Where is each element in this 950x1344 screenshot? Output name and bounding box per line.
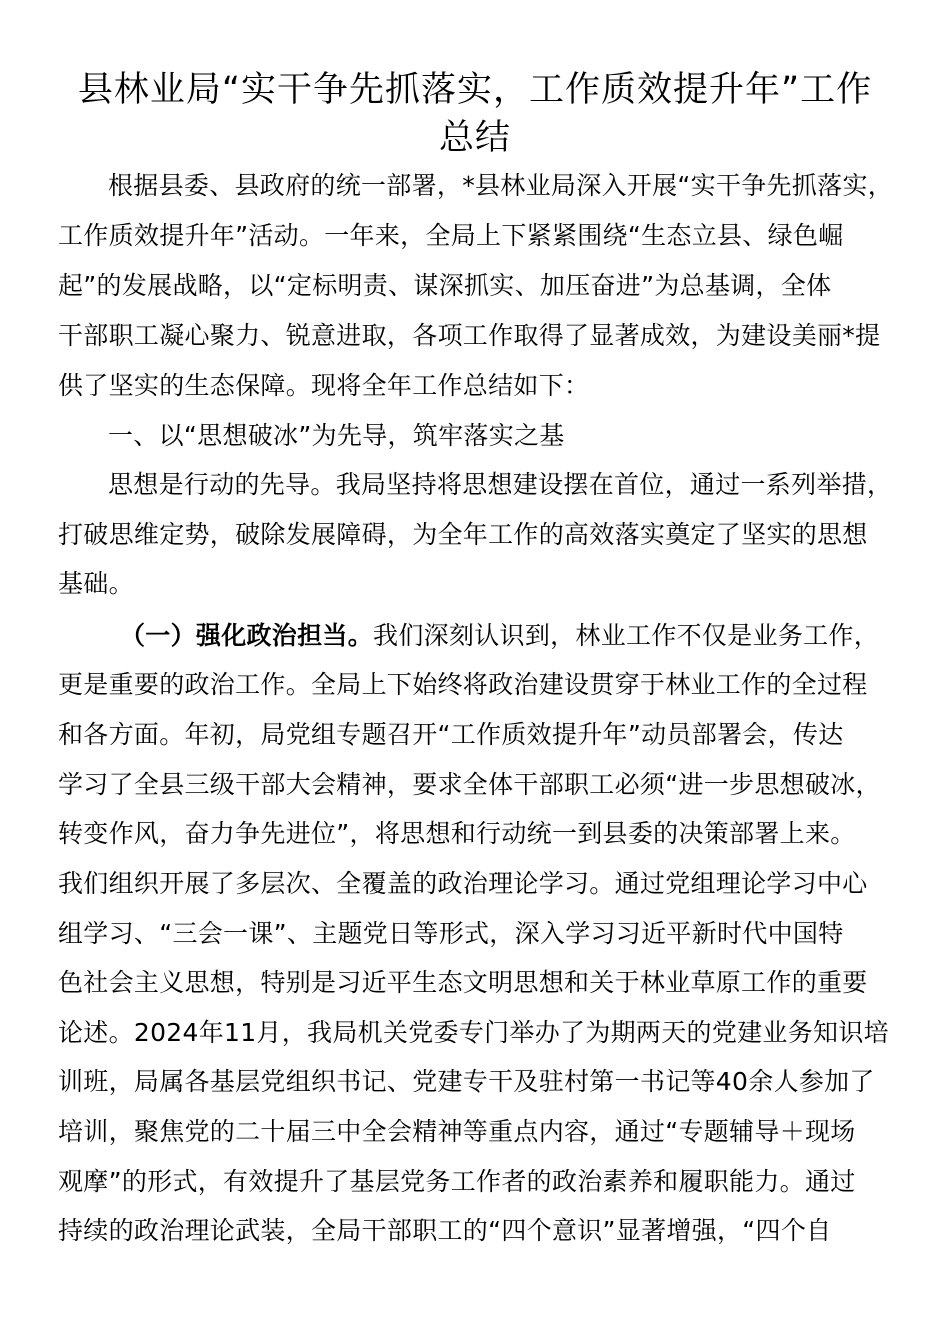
- paragraph-line: 观摩”的形式，有效提升了基层党务工作者的政治素养和履职能力。通过: [58, 1167, 856, 1196]
- paragraph-text: 我们深刻认识到，林业工作不仅是业务工作，: [373, 621, 880, 650]
- paragraph-line: 起”的发展战略，以“定标明责、谋深抓实、加压奋进”为总基调，全体: [58, 271, 832, 300]
- document-title-line-2: 总结: [438, 118, 511, 158]
- paragraph-line: 干部职工凝心聚力、锐意进取，各项工作取得了显著成效，为建设美丽*提: [58, 321, 881, 350]
- paragraph-line: 根据县委、县政府的统一部署，*县林业局深入开展“实干争先抓落实，: [108, 171, 894, 200]
- paragraph-line: 学习了全县三级干部大会精神，要求全体干部职工必须“进一步思想破冰，: [58, 770, 881, 799]
- paragraph-line: 色社会主义思想，特别是习近平生态文明思想和关于林业草原工作的重要: [58, 968, 868, 997]
- paragraph-line: 思想是行动的先导。我局坚持将思想建设摆在首位，通过一系列举措，: [108, 470, 893, 499]
- paragraph-line: 训班，局属各基层党组织书记、党建专干及驻村第一书记等40余人参加了: [58, 1067, 875, 1096]
- paragraph-line: 持续的政治理论武装，全局干部职工的“四个意识”显著增强，“四个自: [58, 1216, 832, 1245]
- paragraph-line: 我们组织开展了多层次、全覆盖的政治理论学习。通过党组理论学习中心: [58, 869, 868, 898]
- paragraph-line: 和各方面。年初，局党组专题召开“工作质效提升年”动员部署会，传达: [58, 720, 844, 749]
- document-title-line-1: 县林业局“实干争先抓落实，工作质效提升年”工作: [77, 70, 873, 110]
- paragraph-line: 更是重要的政治工作。全局上下始终将政治建设贯穿于林业工作的全过程: [58, 670, 868, 699]
- paragraph-line: [120, 618, 879, 654]
- paragraph-line: 基础。: [58, 569, 134, 598]
- paragraph-line: 工作质效提升年”活动。一年来，全局上下紧紧围绕“生态立县、绿色崛: [58, 221, 844, 250]
- paragraph-line: 论述。2024年11月，我局机关党委专门举办了为期两天的党建业务知识培: [58, 1018, 889, 1047]
- section-heading: 一、以“思想破冰”为先导，筑牢落实之基: [108, 421, 565, 450]
- paragraph-line: 供了坚实的生态保障。现将全年工作总结如下：: [58, 371, 590, 400]
- paragraph-line: 转变作风，奋力争先进位”，将思想和行动统一到县委的决策部署上来。: [58, 819, 856, 848]
- paragraph-line: 培训，聚焦党的二十届三中全会精神等重点内容，通过“专题辅导＋现场: [58, 1117, 856, 1146]
- subheading: （一）强化政治担当。: [120, 621, 374, 650]
- paragraph-line: 组学习、“三会一课”、主题党日等形式，深入学习习近平新时代中国特: [58, 919, 844, 948]
- paragraph-line: 打破思维定势，破除发展障碍，为全年工作的高效落实奠定了坚实的思想: [58, 520, 868, 549]
